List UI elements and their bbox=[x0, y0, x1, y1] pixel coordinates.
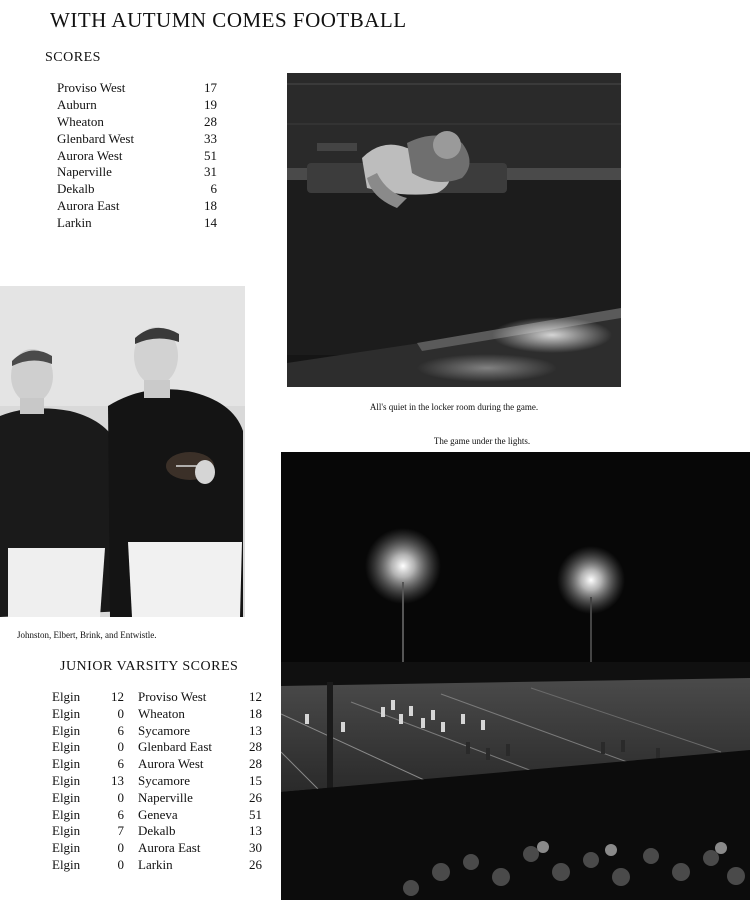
varsity-score-row bbox=[57, 198, 217, 215]
jv-score-row bbox=[52, 723, 262, 740]
varsity-opponent: Larkin bbox=[57, 215, 92, 231]
varsity-score: 18 bbox=[204, 198, 217, 214]
jv-team: Elgin bbox=[52, 806, 81, 822]
varsity-score: 19 bbox=[204, 96, 217, 112]
jv-opponent: Geneva bbox=[138, 806, 178, 822]
night-game-photo-art bbox=[281, 452, 750, 900]
locker-room-caption: All's quiet in the locker room during the game. bbox=[369, 402, 539, 412]
jv-score-row bbox=[52, 689, 262, 706]
varsity-score-row bbox=[57, 114, 217, 131]
jv-opponent: Proviso West bbox=[138, 689, 207, 704]
varsity-score-row bbox=[57, 131, 217, 148]
jv-score-row bbox=[52, 823, 262, 840]
jv-score-row bbox=[52, 756, 262, 773]
jv-team-score: 6 bbox=[117, 756, 124, 772]
jv-score-row bbox=[52, 840, 262, 857]
varsity-opponent: Aurora West bbox=[57, 147, 123, 163]
night-game-photo bbox=[281, 452, 750, 900]
varsity-score-row bbox=[57, 164, 217, 181]
jv-opponent-score: 28 bbox=[249, 756, 262, 772]
jv-team: Elgin bbox=[52, 722, 81, 738]
varsity-opponent: Dekalb bbox=[57, 181, 95, 197]
jv-team-score: 0 bbox=[117, 789, 124, 805]
varsity-opponent: Naperville bbox=[57, 164, 112, 180]
jv-opponent: Glenbard East bbox=[138, 739, 213, 755]
jv-team: Elgin bbox=[52, 739, 81, 755]
jv-opponent-score: 13 bbox=[249, 823, 262, 839]
jv-opponent: Larkin bbox=[138, 856, 173, 872]
varsity-score: 6 bbox=[210, 181, 217, 197]
jv-scores-table bbox=[52, 689, 262, 874]
coaches-photo bbox=[0, 286, 245, 617]
jv-opponent: Wheaton bbox=[138, 705, 185, 721]
jv-score-row bbox=[52, 790, 262, 807]
varsity-opponent: Auburn bbox=[57, 96, 97, 112]
jv-team-score: 12 bbox=[111, 689, 124, 704]
varsity-score-row bbox=[57, 80, 217, 97]
varsity-score-row bbox=[57, 215, 217, 232]
varsity-scores-heading: SCORES bbox=[45, 50, 101, 65]
jv-opponent: Sycamore bbox=[138, 772, 190, 788]
jv-team: Elgin bbox=[52, 789, 81, 805]
jv-team-score: 0 bbox=[117, 739, 124, 755]
varsity-score-row bbox=[57, 148, 217, 165]
varsity-score: 14 bbox=[204, 215, 217, 231]
jv-opponent-score: 18 bbox=[249, 705, 262, 721]
varsity-score: 28 bbox=[204, 113, 217, 129]
jv-team-score: 6 bbox=[117, 806, 124, 822]
varsity-score: 51 bbox=[204, 147, 217, 163]
jv-scores-heading: JUNIOR VARSITY SCORES bbox=[60, 659, 239, 674]
jv-opponent: Sycamore bbox=[138, 722, 190, 738]
jv-opponent: Naperville bbox=[138, 789, 193, 805]
jv-score-row bbox=[52, 807, 262, 824]
jv-team: Elgin bbox=[52, 823, 81, 839]
locker-room-photo bbox=[287, 73, 621, 387]
jv-opponent-score: 13 bbox=[249, 722, 262, 738]
varsity-score: 33 bbox=[204, 130, 217, 146]
jv-team: Elgin bbox=[52, 856, 81, 872]
jv-team-score: 0 bbox=[117, 840, 124, 856]
jv-team: Elgin bbox=[52, 772, 81, 788]
varsity-scores-list bbox=[57, 80, 217, 232]
jv-opponent-score: 51 bbox=[249, 806, 262, 822]
varsity-opponent: Glenbard West bbox=[57, 130, 135, 146]
jv-opponent: Aurora West bbox=[138, 756, 204, 772]
coaches-caption: Johnston, Elbert, Brink, and Entwistle. bbox=[17, 630, 157, 640]
jv-score-row bbox=[52, 706, 262, 723]
varsity-score-row bbox=[57, 181, 217, 198]
varsity-score-row bbox=[57, 97, 217, 114]
night-game-caption: The game under the lights. bbox=[433, 436, 531, 446]
jv-opponent: Dekalb bbox=[138, 823, 176, 839]
jv-opponent-score: 12 bbox=[249, 689, 262, 704]
coaches-photo-art bbox=[0, 286, 245, 617]
varsity-opponent: Proviso West bbox=[57, 80, 126, 95]
jv-opponent-score: 26 bbox=[249, 856, 262, 872]
jv-team-score: 0 bbox=[117, 856, 124, 872]
page-title: WITH AUTUMN COMES FOOTBALL bbox=[50, 8, 407, 32]
jv-team: Elgin bbox=[52, 840, 81, 856]
jv-opponent-score: 28 bbox=[249, 739, 262, 755]
jv-opponent-score: 26 bbox=[249, 789, 262, 805]
jv-score-row bbox=[52, 773, 262, 790]
jv-opponent: Aurora East bbox=[138, 840, 201, 856]
jv-team-score: 13 bbox=[111, 772, 124, 788]
jv-score-row bbox=[52, 857, 262, 874]
varsity-score: 31 bbox=[204, 164, 217, 180]
jv-opponent-score: 15 bbox=[249, 772, 262, 788]
jv-score-row bbox=[52, 739, 262, 756]
locker-room-photo-art bbox=[287, 73, 621, 387]
varsity-opponent: Wheaton bbox=[57, 113, 104, 129]
varsity-score: 17 bbox=[204, 80, 217, 95]
jv-team: Elgin bbox=[52, 689, 81, 704]
varsity-opponent: Aurora East bbox=[57, 198, 120, 214]
jv-team-score: 0 bbox=[117, 705, 124, 721]
jv-team: Elgin bbox=[52, 756, 81, 772]
jv-opponent-score: 30 bbox=[249, 840, 262, 856]
jv-team-score: 7 bbox=[117, 823, 124, 839]
jv-team: Elgin bbox=[52, 705, 81, 721]
jv-team-score: 6 bbox=[117, 722, 124, 738]
